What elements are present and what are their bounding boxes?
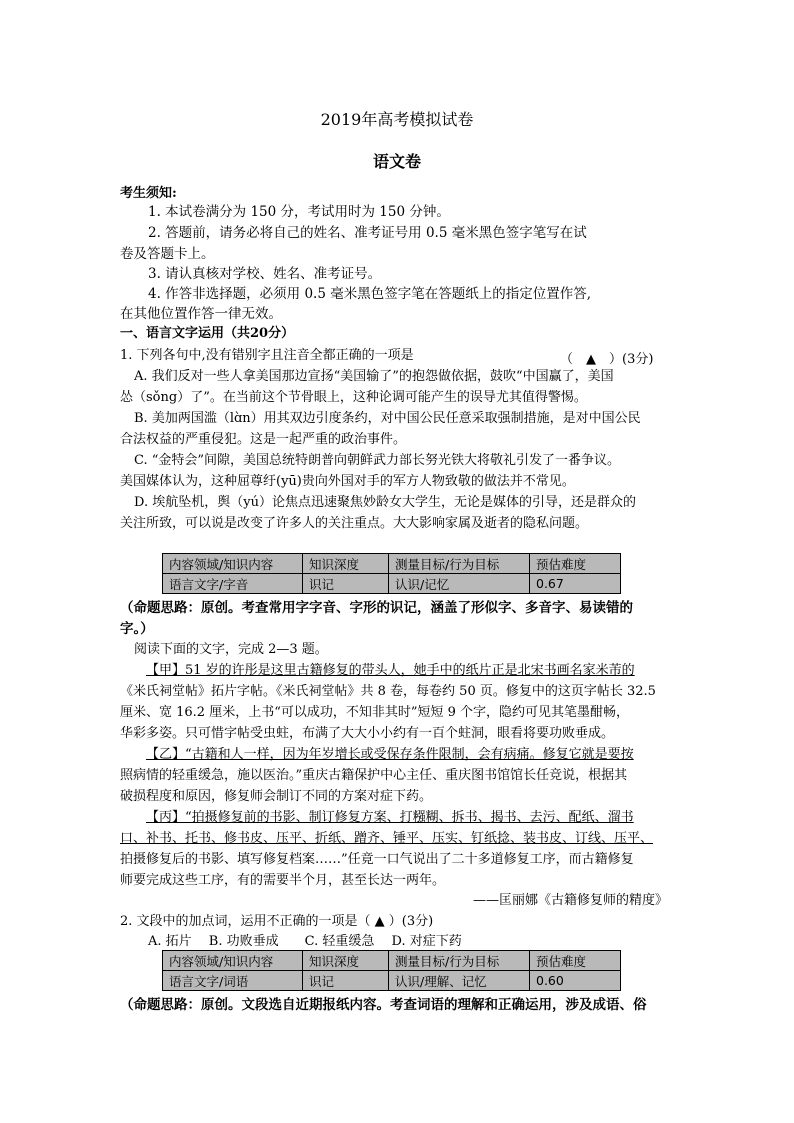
passage-paragraph-line: 【丙】“拍摄修复前的书影、制订修复方案、打糨糊、拆书、揭书、去污、配纸、溜书 <box>146 810 634 825</box>
table-cell: 0.60 <box>530 971 621 991</box>
table-header-cell: 测量目标/行为目标 <box>389 951 530 971</box>
table-header-cell: 知识深度 <box>303 554 389 574</box>
passage-paragraph-line: 照病情的轻重缓急，施以医治。”重庆古籍保护中心主任、重庆图书馆馆长任竞说，根据其 <box>120 768 628 783</box>
passage-paragraph-line: 拍摄修复后的书影、填写修复档案……”任竟一口气说出了二十多道修复工序，而古籍修复 <box>120 852 634 867</box>
passage-paragraph-line: 师要完成这些工序，有的需要半个月，甚至长达一两年。 <box>120 873 446 888</box>
design-note: 字。） <box>120 621 154 637</box>
table-cell: 认识/记忆 <box>389 574 530 594</box>
table-header-cell: 测量目标/行为目标 <box>389 554 530 574</box>
notice-item: 1. 本试卷满分为 150 分，考试用时为 150 分钟。 <box>148 204 450 220</box>
table-header-row <box>163 951 621 971</box>
question-1-option: A. 我们反对一些人拿美国那边宣扬“美国输了”的抱怨做依据，鼓吹“中国赢了，美国 <box>134 369 614 384</box>
info-table <box>162 950 621 991</box>
passage-paragraph-line: 口、补书、托书、修书皮、压平、折纸、蹭齐、锤平、压实、钉纸捻、装书皮、订线、压平、 <box>120 831 654 846</box>
info-table <box>162 553 621 594</box>
notice-heading: 考生须知: <box>120 186 177 201</box>
table-cell: 语言文字/词语 <box>163 971 303 991</box>
table-cell: 识记 <box>303 574 389 594</box>
table-header-row <box>163 554 621 574</box>
question-1-option: B. 美加两国滥（lɑ̀n）用其双边引度条约，对中国公民任意采取强制措施，是对中国公民 <box>134 411 641 426</box>
table-cell: 识记 <box>303 971 389 991</box>
passage-source: ——匡丽娜《古籍修复师的精度》 <box>472 893 668 908</box>
question-1-option: D. 埃航坠机，舆（yú）论焦点迅速聚焦妙龄女大学生，无论是媒体的引导，还是群众的 <box>134 495 636 510</box>
question-1-option: 合法权益的严重侵犯。这是一起严重的政治事件。 <box>120 432 407 447</box>
question-2-options: A. 拓片 B. 功败垂成 C. 轻重缓急 D. 对症下药 <box>148 934 462 949</box>
table-row <box>163 574 621 594</box>
notice-item: 卷及答题卡上。 <box>120 246 215 262</box>
passage-paragraph-line: 《米氏祠堂帖》拓片字帖。《米氏祠堂帖》共 8 卷，每卷约 50 页。修复中的这页字帖长 32.5 <box>120 684 656 699</box>
question-2-stem: 2. 文段中的加点词，运用不正确的一项是（ ▲ ）(3分) <box>120 914 434 929</box>
notice-item: 在其他位置作答一律无效。 <box>120 306 282 322</box>
exam-subtitle: 语文卷 <box>372 152 421 171</box>
answer-mark: （ ▲ ）(3分) <box>560 352 654 367</box>
table-cell: 认识/理解、记忆 <box>389 971 530 991</box>
table-cell: 0.67 <box>530 574 621 594</box>
passage-paragraph-line: 【甲】51 岁的许彤是这里古籍修复的带头人，她手中的纸片正是北宋书画名家米芾的 <box>146 663 635 678</box>
design-note: （命题思路：原创。文段选自近期报纸内容。考查词语的理解和正确运用，涉及成语、俗 <box>120 997 647 1013</box>
passage-paragraph-line: 厘米、宽 16.2 厘米，上书“可以成功，不知非其时”短短 9 个字，隐约可见其笔墨酣畅， <box>120 705 630 720</box>
table-header-cell: 预估难度 <box>530 554 621 574</box>
notice-item: 2. 答题前，请务必将自己的姓名、准考证号用 0.5 毫米黑色签字笔写在试 <box>148 225 587 241</box>
section-heading: 一、语言文字运用（共20分） <box>120 326 295 341</box>
table-header-cell: 预估难度 <box>530 951 621 971</box>
question-1-stem: 1. 下列各句中,没有错别字且注音全都正确的一项是 <box>120 348 414 363</box>
table-header-cell: 知识深度 <box>303 951 389 971</box>
question-1-option: 美国媒体认为，这种屈尊纡(yū)贵向外国对手的军方人物致敬的做法并不常见。 <box>120 474 575 489</box>
notice-item: 4. 作答非选择题，必须用 0.5 毫米黑色签字笔在答题纸上的指定位置作答, <box>148 286 592 302</box>
notice-item: 3. 请认真核对学校、姓名、准考证号。 <box>148 266 382 282</box>
exam-title: 2019年高考模拟试卷 <box>320 110 474 129</box>
table-cell: 语言文字/字音 <box>163 574 303 594</box>
table-row <box>163 971 621 991</box>
question-1-option: 怂（sǒng）了”。在当前这个节骨眼上，这种论调可能产生的误导尤其值得警惕。 <box>120 390 587 405</box>
question-1-option: 关注所致，可以说是改变了许多人的关注重点。大大影响家属及逝者的隐私问题。 <box>120 516 589 531</box>
passage-paragraph-line: 破损程度和原因，修复师会制订不同的方案对症下药。 <box>120 789 433 804</box>
table-header-cell: 内容领域/知识内容 <box>163 554 303 574</box>
table-header-cell: 内容领域/知识内容 <box>163 951 303 971</box>
passage-paragraph-line: 【乙】“古籍和人一样，因为年岁增长或受保存条件限制，会有病痛。修复它就是要按 <box>146 747 634 762</box>
passage-intro: 阅读下面的文字，完成 2—3 题。 <box>134 642 328 657</box>
design-note: （命题思路：原创。考查常用字字音、字形的识记，涵盖了形似字、多音字、易读错的 <box>120 600 633 616</box>
question-1-option: C. “金特会”间隙，美国总统特朗普向朝鲜武力部长努光铁大将敬礼引发了一番争议。 <box>134 453 621 468</box>
passage-paragraph-line: 华彩多姿。只可惜字帖受虫蛀，布满了大大小小约有一百个蛀洞，眼看将要功败垂成。 <box>120 726 615 741</box>
